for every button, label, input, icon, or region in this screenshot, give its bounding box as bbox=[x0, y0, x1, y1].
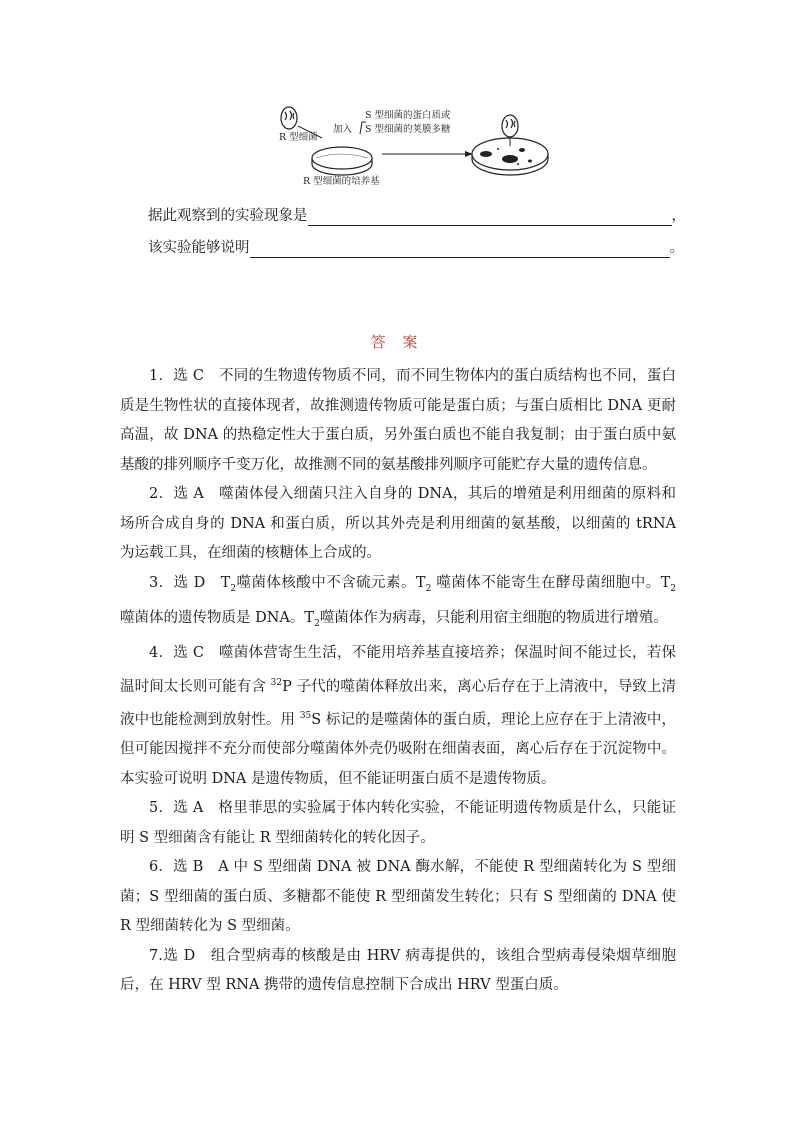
answer-6-text: 6．选 B A 中 S 型细菌 DNA 被 DNA 酶水解，不能使 R 型细菌转化为 S 型细菌；S 型细菌的蛋白质、多糖都不能使 R 型细菌发生转化；只有 S 型细菌的 DNA 使 R 型细菌转化为 S 型细菌。 bbox=[120, 859, 676, 935]
left-dish bbox=[312, 147, 372, 175]
answer-2 bbox=[120, 480, 676, 569]
question-observed bbox=[148, 206, 686, 226]
question-observed-end: ， bbox=[671, 208, 686, 224]
question-explains-end: 。 bbox=[669, 240, 684, 256]
answer-3-text: 3．选 D T bbox=[149, 574, 231, 591]
answer-4-text: 4．选 C 噬菌体营寄生生活，不能用培养基直接培养；保温时间不能过长，若保温时间太长则可能有含 bbox=[120, 645, 676, 695]
figure-label-r-bacteria: R 型细菌 bbox=[279, 132, 318, 143]
figure-label-add: 加入 bbox=[333, 124, 353, 135]
arrow-icon bbox=[382, 151, 473, 157]
answer-1-text: 1．选 C 不同的生物遗传物质不同，而不同生物体内的蛋白质结构也不同，蛋白质是生物性状的直接体现者，故推测遗传物质可能是蛋白质；与蛋白质相比 DNA 更耐高温，故 DNA 的热稳定性大于蛋白质，另外蛋白质也不能自我复制；由于蛋白质中氨基酸的排列顺序千变万化，故推测不同的氨基酸排列顺序可能贮存大量的遗传信息。 bbox=[120, 368, 676, 473]
answer-7 bbox=[120, 942, 676, 1001]
experiment-figure bbox=[270, 104, 560, 196]
figure-caption: R 型细菌的培养基 bbox=[303, 176, 380, 187]
answer-6 bbox=[120, 853, 676, 942]
answer-3-text: 噬菌体的遗传物质是 DNA。T bbox=[120, 609, 315, 626]
answer-4-text: S 标记的是噬菌体的蛋白质，理论上应存在于上清液中，但可能因搅拌不充分而使部分噬菌体外壳仍吸附在细菌表面，离心后存在于沉淀物中。本实验可说明 DNA 是遗传物质，但不能证明蛋白质不是遗传物质。 bbox=[120, 711, 677, 787]
answer-blank-explains[interactable] bbox=[250, 241, 670, 258]
figure-label-substance-1: S 型细菌的蛋白质或 bbox=[365, 110, 451, 121]
answer-3-text: 噬菌体作为病毒，只能利用宿主细胞的物质进行增殖。 bbox=[319, 609, 668, 626]
answer-4 bbox=[120, 639, 676, 794]
subscript: 2 bbox=[230, 583, 237, 594]
answer-7-text: 7.选 D 组合型病毒的核酸是由 HRV 病毒提供的，该组合型病毒侵染烟草细胞后，在 HRV 型 RNA 携带的遗传信息控制下合成出 HRV 型蛋白质。 bbox=[120, 947, 676, 994]
answer-3-text: 噬菌体不能寄生在酵母菌细胞中。T bbox=[431, 574, 671, 591]
answer-section-title: 答 案 bbox=[370, 333, 424, 351]
subscript: 2 bbox=[670, 583, 677, 594]
question-explains-text: 该实验能够说明 bbox=[148, 240, 250, 256]
answer-5-text: 5．选 A 格里菲思的实验属于体内转化实验，不能证明遗传物质是什么，只能证明 S 型细菌含有能让 R 型细菌转化的转化因子。 bbox=[120, 800, 676, 846]
answer-2-text: 2．选 A 噬菌体侵入细菌只注入自身的 DNA，其后的增殖是利用细菌的原料和场所合成自身的 DNA 和蛋白质，所以其外壳是利用细菌的氨基酸，以细菌的 tRNA 为运载工具，在细菌的核糖体上合成的。 bbox=[120, 486, 676, 561]
answer-1 bbox=[120, 362, 676, 480]
answer-blank-observed[interactable] bbox=[308, 209, 672, 226]
subscript: 2 bbox=[314, 618, 320, 629]
question-explains bbox=[148, 238, 684, 258]
answer-list bbox=[120, 362, 676, 1001]
bacteria-icon bbox=[281, 107, 297, 129]
superscript: 35 bbox=[299, 711, 312, 722]
answer-3-text: 噬菌体核酸中不含硫元素。T bbox=[236, 574, 426, 591]
superscript: 32 bbox=[270, 677, 283, 688]
figure-label-substance-2: S 型细菌的荚膜多糖 bbox=[365, 124, 451, 135]
answer-5 bbox=[120, 794, 676, 853]
question-observed-text: 据此观察到的实验现象是 bbox=[148, 208, 308, 224]
subscript: 2 bbox=[425, 583, 432, 594]
answer-3 bbox=[120, 569, 676, 640]
answer-4-text: P 子代的噬菌体释放出来，离心后存在于上清液中，导致上清液中也能检测到放射性。用 bbox=[120, 678, 676, 728]
